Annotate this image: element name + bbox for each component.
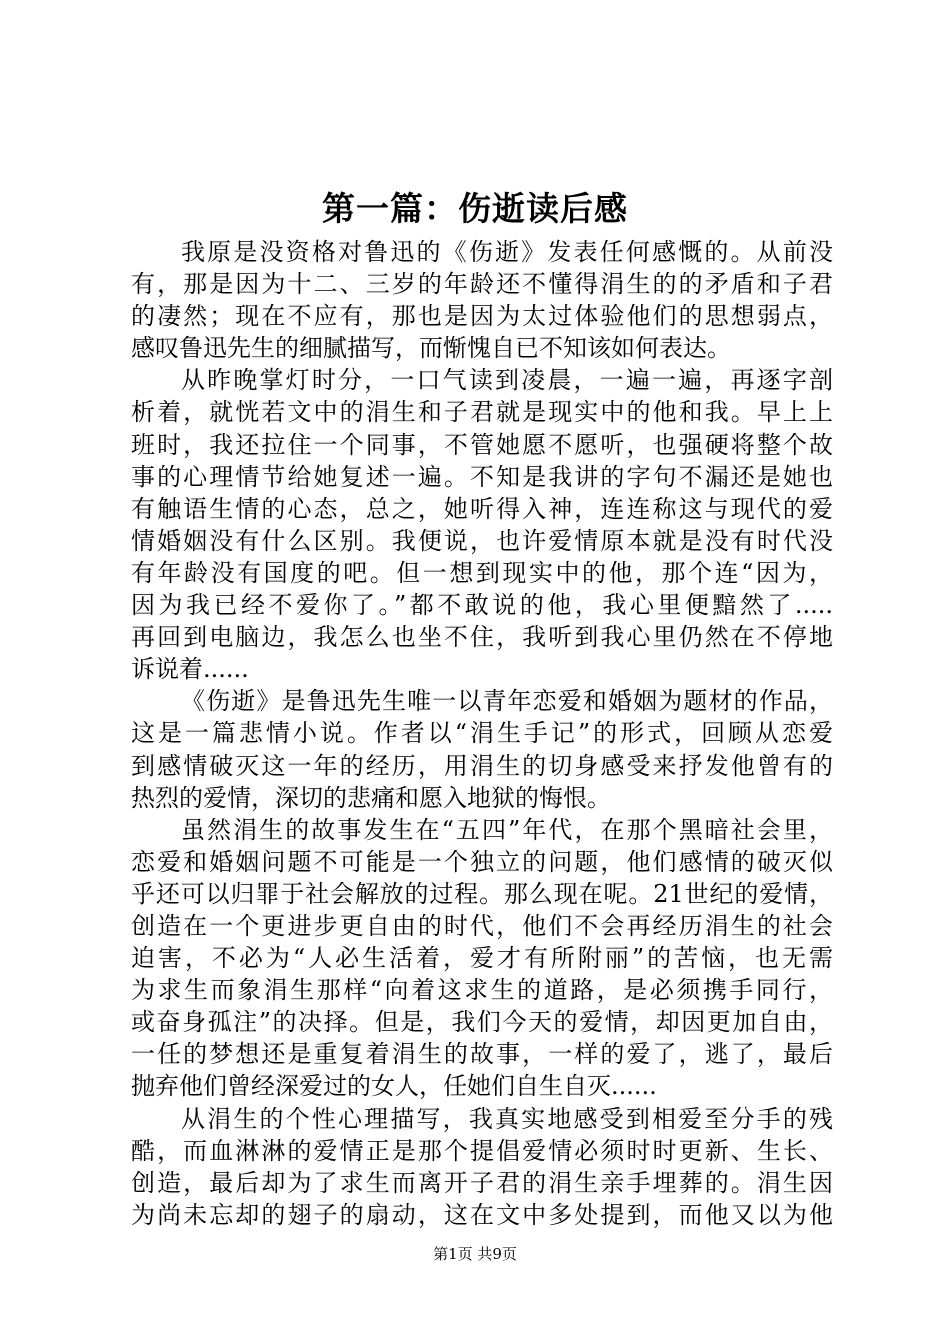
text-line: 班时，我还拉住一个同事，不管她愿不愿听，也强硬将整个故: [131, 430, 833, 459]
text-line: 迫害，不必为“人必生活着，爱才有所附丽”的苦恼，也无需: [131, 944, 833, 973]
document-title: 第一篇：伤逝读后感: [322, 189, 628, 228]
text-line: 因为我已经不爱你了。”都不敢说的他，我心里便黯然了.....: [131, 591, 833, 620]
text-line: 创造在一个更进步更自由的时代，他们不会再经历涓生的社会: [131, 911, 833, 940]
text-line: 酷，而血淋淋的爱情正是那个提倡爱情必须时时更新、生长、: [131, 1136, 833, 1165]
text-line: 情婚姻没有什么区别。我便说，也许爱情原本就是没有时代没: [131, 526, 833, 555]
text-line: 从昨晚掌灯时分，一口气读到凌晨，一遍一遍，再逐字剖: [181, 366, 833, 395]
text-line: 或奋身孤注”的决择。但是，我们今天的爱情，却因更加自由，: [131, 1008, 833, 1037]
text-line: 《伤逝》是鲁迅先生唯一以青年恋爱和婚姻为题材的作品，: [181, 687, 833, 716]
text-line: 恋爱和婚姻问题不可能是一个独立的问题，他们感情的破灭似: [131, 847, 833, 876]
text-line: 为尚未忘却的翅子的扇动，这在文中多处提到，而他又以为他: [131, 1200, 833, 1229]
text-line: 热烈的爱情，深切的悲痛和愿入地狱的悔恨。: [131, 783, 611, 812]
text-line: 事的心理情节给她复述一遍。不知是我讲的字句不漏还是她也: [131, 462, 833, 491]
text-line: 再回到电脑边，我怎么也坐不住，我听到我心里仍然在不停地: [131, 623, 833, 652]
text-line: 为求生而象涓生那样“向着这求生的道路，是必须携手同行，: [131, 976, 833, 1005]
text-line: 诉说着......: [131, 655, 249, 684]
text-line: 有，那是因为十二、三岁的年龄还不懂得涓生的的矛盾和子君: [131, 270, 833, 299]
text-line: 感叹鲁迅先生的细腻描写，而惭愧自已不知该如何表达。: [131, 334, 731, 363]
page-footer: 第1页 共9页: [433, 1245, 517, 1263]
text-line: 乎还可以归罪于社会解放的过程。那么现在呢。21世纪的爱情，: [131, 879, 833, 908]
text-line: 到感情破灭这一年的经历，用涓生的切身感受来抒发他曾有的: [131, 751, 833, 780]
text-line: 虽然涓生的故事发生在“五四”年代，在那个黑暗社会里，: [181, 815, 833, 844]
text-line: 的凄然；现在不应有，那也是因为太过体验他们的思想弱点，: [131, 302, 833, 331]
text-line: 抛弃他们曾经深爱过的女人，任她们自生自灭......: [131, 1072, 657, 1101]
text-line: 从涓生的个性心理描写，我真实地感受到相爱至分手的残: [181, 1104, 833, 1133]
text-line: 一任的梦想还是重复着涓生的故事，一样的爱了，逃了，最后: [131, 1040, 833, 1069]
text-line: 析着，就恍若文中的涓生和子君就是现实中的他和我。早上上: [131, 398, 833, 427]
text-line: 创造，最后却为了求生而离开子君的涓生亲手埋葬的。涓生因: [131, 1168, 833, 1197]
text-line: 有年龄没有国度的吧。但一想到现实中的他，那个连“因为，: [131, 558, 833, 587]
document-body: [131, 236, 833, 1231]
text-line: 这是一篇悲情小说。作者以“涓生手记”的形式，回顾从恋爱: [131, 719, 833, 748]
text-line: 有触语生情的心态，总之，她听得入神，连连称这与现代的爱: [131, 494, 833, 523]
text-line: 我原是没资格对鲁迅的《伤逝》发表任何感慨的。从前没: [181, 238, 833, 266]
